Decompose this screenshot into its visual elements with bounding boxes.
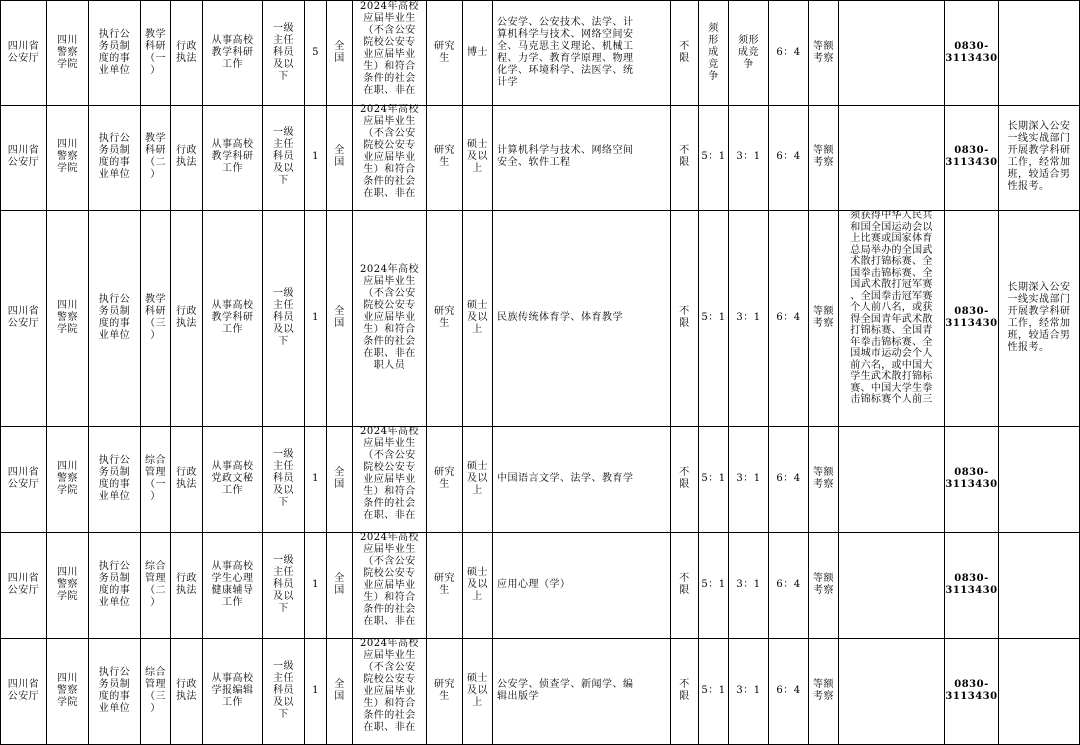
cell-nature: 执行公 务员制 度的事 业单位 (88, 426, 140, 532)
cell-remarks (998, 638, 1080, 744)
cell-position: 教学 科研 （一 ） (140, 1, 170, 105)
cell-target: 2024年高校 应届毕业生 （不含公安 院校公安专 业应届毕业 生）和符合 条件的社会 在职、非在 (352, 638, 426, 744)
cell-weight: 6：4 (768, 426, 808, 532)
cell-scope: 全 国 (326, 1, 352, 105)
cell-duties: 从事高校 教学科研 工作 (202, 104, 262, 210)
cell-category: 行政 执法 (170, 532, 202, 638)
cell-ratio-interview: 3：1 (728, 104, 768, 210)
cell-duties: 从事高校 教学科研 工作 (202, 1, 262, 105)
cell-position: 综合 管理 （三 ） (140, 638, 170, 744)
cell-ratio-exam: 5：1 (698, 532, 728, 638)
cell-ratio-interview: 3：1 (728, 638, 768, 744)
cell-phone: 0830- 3113430 (944, 532, 998, 638)
cell-phone: 0830- 3113430 (944, 210, 998, 426)
cell-physical: 等额 考察 (808, 1, 838, 105)
cell-ratio-exam: 5：1 (698, 426, 728, 532)
table-row (0, 210, 1080, 427)
cell-other (838, 1, 944, 105)
cell-target: 2024年高校 应届毕业生 （不含公安 院校公安专 业应届毕业 生）和符合 条件的社会 在职、非在 (352, 104, 426, 210)
cell-nature: 执行公 务员制 度的事 业单位 (88, 1, 140, 105)
cell-duties: 从事高校 学生心理 健康辅导 工作 (202, 532, 262, 638)
cell-duties: 从事高校 教学科研 工作 (202, 210, 262, 426)
cell-ratio-interview: 3：1 (728, 210, 768, 426)
cell-education: 研究 生 (426, 638, 462, 744)
cell-major: 公安学、公安技术、法学、计 算机科学与技术、网络空间安 全、马克思主义理论、机械工 程、力学、教育学原理、物理 化学、环境科学、法医学、统 计学 (492, 1, 670, 105)
cell-phone: 0830- 3113430 (944, 104, 998, 210)
cell-count: 1 (304, 104, 326, 210)
cell-scope: 全 国 (326, 532, 352, 638)
cell-nature: 执行公 务员制 度的事 业单位 (88, 104, 140, 210)
cell-level: 一级 主任 科员 及以 下 (262, 638, 304, 744)
cell-other: 须获得中华人民共 和国全国运动会以 上比赛或国家体育 总局举办的全国武 术散打锦标赛、全 国拳击锦标赛、全 国武术散打冠军赛 、全国拳击冠军赛 个人前八名，或获 得全国青年武术散 打锦标赛、全国青 年拳击锦标赛、全 国城市运动会个人 前六名，或中国大 学生武术散打锦标 赛、中国大学生拳 击锦标赛个人前三 (838, 210, 944, 426)
cell-position: 教学 科研 （二 ） (140, 104, 170, 210)
cell-scope: 全 国 (326, 638, 352, 744)
cell-degree: 硕士 及以 上 (462, 532, 492, 638)
cell-unit: 四川省 公安厅 (0, 1, 46, 105)
cell-other (838, 426, 944, 532)
cell-degree: 硕士 及以 上 (462, 426, 492, 532)
cell-degree: 硕士 及以 上 (462, 104, 492, 210)
cell-major: 计算机科学与技术、网络空间 安全、软件工程 (492, 104, 670, 210)
cell-target: 2024年高校 应届毕业生 （不含公安 院校公安专 业应届毕业 生）和符合 条件的社会 在职、非在 (352, 426, 426, 532)
cell-major: 应用心理（学） (492, 532, 670, 638)
cell-education: 研究 生 (426, 104, 462, 210)
table-row (0, 0, 1080, 106)
cell-age: 不 限 (670, 210, 698, 426)
cell-employer: 四川 警察 学院 (46, 210, 88, 426)
cell-scope: 全 国 (326, 104, 352, 210)
cell-unit: 四川省 公安厅 (0, 210, 46, 426)
cell-physical: 等额 考察 (808, 638, 838, 744)
cell-ratio-interview: 3：1 (728, 532, 768, 638)
cell-count: 1 (304, 532, 326, 638)
cell-remarks (998, 426, 1080, 532)
cell-phone: 0830- 3113430 (944, 638, 998, 744)
table-row (0, 104, 1080, 211)
cell-ratio-exam: 5：1 (698, 638, 728, 744)
cell-other (838, 532, 944, 638)
cell-physical: 等额 考察 (808, 426, 838, 532)
cell-phone: 0830- 3113430 (944, 426, 998, 532)
cell-scope: 全 国 (326, 426, 352, 532)
cell-education: 研究 生 (426, 210, 462, 426)
cell-age: 不 限 (670, 426, 698, 532)
cell-level: 一级 主任 科员 及以 下 (262, 532, 304, 638)
cell-physical: 等额 考察 (808, 210, 838, 426)
cell-education: 研究 生 (426, 532, 462, 638)
cell-employer: 四川 警察 学院 (46, 1, 88, 105)
cell-unit: 四川省 公安厅 (0, 532, 46, 638)
cell-level: 一级 主任 科员 及以 下 (262, 210, 304, 426)
cell-education: 研究 生 (426, 426, 462, 532)
cell-remarks: 长期深入公安 一线实战部门 开展教学科研 工作，经常加 班，较适合男 性报考。 (998, 210, 1080, 426)
cell-employer: 四川 警察 学院 (46, 532, 88, 638)
cell-level: 一级 主任 科员 及以 下 (262, 104, 304, 210)
cell-major: 民族传统体育学、体育教学 (492, 210, 670, 426)
cell-ratio-exam: 5：1 (698, 210, 728, 426)
cell-category: 行政 执法 (170, 210, 202, 426)
cell-ratio-exam: 须 形 成 竞 争 (698, 1, 728, 105)
cell-physical: 等额 考察 (808, 104, 838, 210)
table-row (0, 532, 1080, 639)
cell-duties: 从事高校 党政文秘 工作 (202, 426, 262, 532)
cell-ratio-interview: 须形 成竞 争 (728, 1, 768, 105)
cell-count: 5 (304, 1, 326, 105)
cell-employer: 四川 警察 学院 (46, 638, 88, 744)
cell-degree: 硕士 及以 上 (462, 638, 492, 744)
cell-count: 1 (304, 638, 326, 744)
cell-education: 研究 生 (426, 1, 462, 105)
cell-degree: 硕士 及以 上 (462, 210, 492, 426)
cell-unit: 四川省 公安厅 (0, 638, 46, 744)
cell-nature: 执行公 务员制 度的事 业单位 (88, 638, 140, 744)
cell-position: 综合 管理 （一 ） (140, 426, 170, 532)
cell-employer: 四川 警察 学院 (46, 104, 88, 210)
cell-nature: 执行公 务员制 度的事 业单位 (88, 532, 140, 638)
cell-phone: 0830- 3113430 (944, 1, 998, 105)
cell-remarks: 长期深入公安 一线实战部门 开展教学科研 工作，经常加 班，较适合男 性报考。 (998, 104, 1080, 210)
table-row (0, 638, 1080, 745)
cell-level: 一级 主任 科员 及以 下 (262, 426, 304, 532)
cell-duties: 从事高校 学报编辑 工作 (202, 638, 262, 744)
cell-count: 1 (304, 210, 326, 426)
cell-category: 行政 执法 (170, 1, 202, 105)
cell-target: 2024年高校 应届毕业生 （不含公安 院校公安专 业应届毕业 生）和符合 条件的社会 在职、非在 (352, 532, 426, 638)
cell-ratio-exam: 5：1 (698, 104, 728, 210)
cell-weight: 6：4 (768, 638, 808, 744)
cell-category: 行政 执法 (170, 426, 202, 532)
cell-category: 行政 执法 (170, 638, 202, 744)
cell-major: 公安学、侦查学、新闻学、编 辑出版学 (492, 638, 670, 744)
cell-age: 不 限 (670, 1, 698, 105)
cell-weight: 6：4 (768, 532, 808, 638)
cell-remarks (998, 1, 1080, 105)
cell-major: 中国语言文学、法学、教育学 (492, 426, 670, 532)
cell-age: 不 限 (670, 104, 698, 210)
cell-nature: 执行公 务员制 度的事 业单位 (88, 210, 140, 426)
cell-physical: 等额 考察 (808, 532, 838, 638)
cell-ratio-interview: 3：1 (728, 426, 768, 532)
cell-weight: 6：4 (768, 210, 808, 426)
cell-target: 2024年高校 应届毕业生 （不含公安 院校公安专 业应届毕业 生）和符合 条件的社会 在职、非在 职人员 (352, 210, 426, 426)
cell-unit: 四川省 公安厅 (0, 104, 46, 210)
cell-count: 1 (304, 426, 326, 532)
cell-age: 不 限 (670, 638, 698, 744)
cell-degree: 博士 (462, 1, 492, 105)
cell-scope: 全 国 (326, 210, 352, 426)
cell-level: 一级 主任 科员 及以 下 (262, 1, 304, 105)
cell-remarks (998, 532, 1080, 638)
cell-category: 行政 执法 (170, 104, 202, 210)
cell-unit: 四川省 公安厅 (0, 426, 46, 532)
cell-other (838, 638, 944, 744)
cell-target: 2024年高校 应届毕业生 （不含公安 院校公安专 业应届毕业 生）和符合 条件的社会 在职、非在 (352, 1, 426, 105)
cell-weight: 6：4 (768, 104, 808, 210)
cell-age: 不 限 (670, 532, 698, 638)
cell-other (838, 104, 944, 210)
cell-weight: 6：4 (768, 1, 808, 105)
table-row (0, 426, 1080, 533)
cell-position: 综合 管理 （二 ） (140, 532, 170, 638)
cell-employer: 四川 警察 学院 (46, 426, 88, 532)
cell-position: 教学 科研 （三 ） (140, 210, 170, 426)
